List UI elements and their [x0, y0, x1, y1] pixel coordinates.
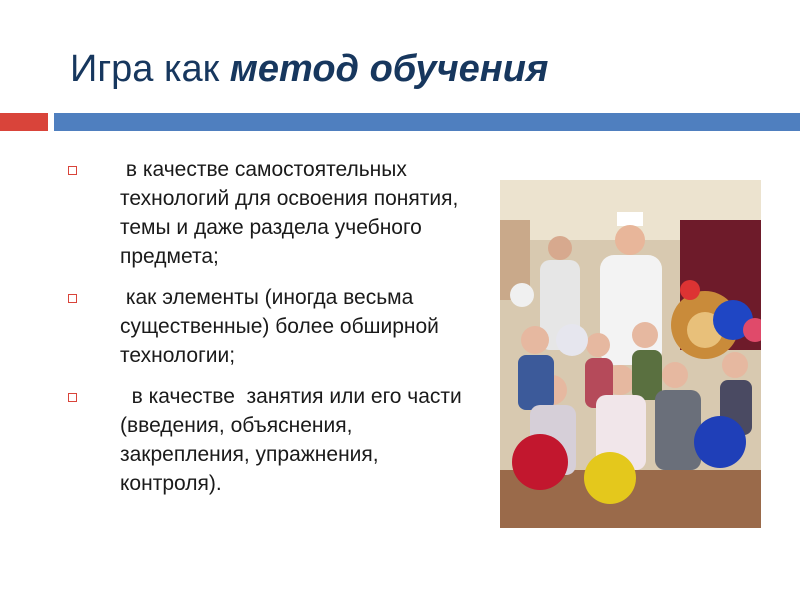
- bullet-text: как элементы (иногда весьма существенные) более обширной технологии;: [120, 286, 445, 367]
- title-emphasis: метод обучения: [229, 48, 549, 90]
- bullet-square-icon: [68, 166, 77, 175]
- bullet-square-icon: [68, 294, 77, 303]
- bullet-list: [62, 155, 482, 510]
- title-rule-red: [0, 113, 48, 131]
- bullet-item: [62, 283, 482, 370]
- bullet-item: [62, 155, 482, 271]
- slide-title: [70, 48, 548, 91]
- title-rule-blue: [54, 113, 800, 131]
- bullet-square-icon: [68, 393, 77, 402]
- photo-children-with-balloons: [500, 180, 761, 528]
- title-plain: Игра как: [70, 48, 230, 90]
- bullet-text: в качестве самостоятельных технологий для освоения понятия, темы и даже раздела учебного предмета;: [120, 158, 465, 268]
- bullet-text: в качестве занятия или его части (введения, объяснения, закрепления, упражнения, контроля).: [120, 385, 468, 495]
- bullet-item: [62, 382, 482, 498]
